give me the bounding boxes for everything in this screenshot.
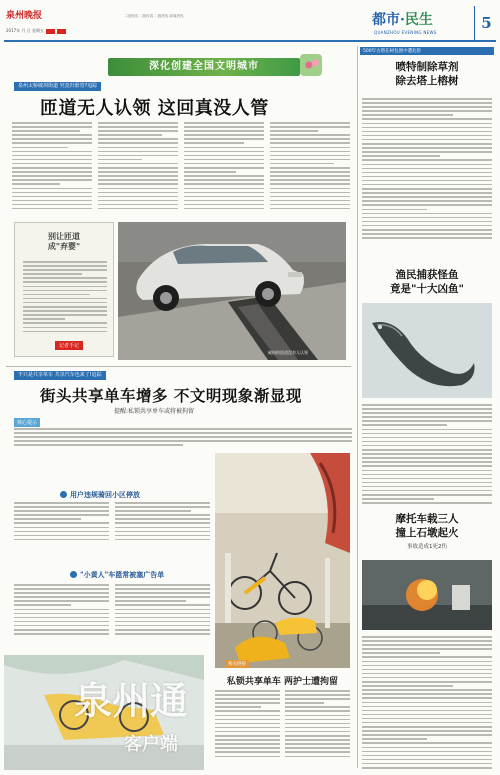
story2-intro xyxy=(14,428,352,448)
right-story2-body xyxy=(362,404,492,506)
right-story1-body xyxy=(362,98,492,241)
car-ramp-illustration xyxy=(118,222,346,360)
right-story3-body xyxy=(362,636,492,771)
section-title: 都市·民生 xyxy=(372,12,433,28)
story1-kicker: 泉州太桥破坝街道 究竟归谁管?追踪 xyxy=(14,82,101,91)
newspaper-logo: 泉州晚报 xyxy=(6,11,43,21)
story2-sub2: "小黄人"车篮常被塞广告单 xyxy=(70,570,164,580)
story3-kicker: 相关链接 xyxy=(225,660,249,668)
fish-photo xyxy=(362,303,492,398)
right-headline-1: 喷特制除草剂 除去塔上榕树 xyxy=(395,61,459,87)
right-headline-3-sub: 事故造成1死2伤 xyxy=(407,544,447,550)
shared-bike-illustration xyxy=(215,453,350,668)
car-photo-caption: 破损的匝道没有人认领 xyxy=(268,350,308,355)
section-divider xyxy=(6,366,351,367)
fish-illustration xyxy=(362,303,492,398)
commentary-tag: 记者手记 xyxy=(55,341,83,350)
story2-sub1: 用户违规骑回小区停放 xyxy=(60,490,140,500)
banner-flower-decoration xyxy=(300,54,322,76)
page-number: 5 xyxy=(474,6,498,40)
story3-column-1 xyxy=(215,690,280,760)
commentary-box xyxy=(14,222,114,357)
story2-subhead: 提醒:私锁共享单车或将被拘留 xyxy=(114,408,195,415)
promo-subtitle: 客户端 xyxy=(124,734,178,755)
story1-column-3 xyxy=(184,122,264,212)
story1-column-1 xyxy=(12,122,92,212)
story2-column-4 xyxy=(115,584,210,637)
right-headline-3: 摩托车载三人 撞上石墩起火 xyxy=(395,513,459,539)
story2-column-1 xyxy=(14,502,109,543)
right-kicker: 500年古塔在树包围中遭危险 xyxy=(360,47,494,55)
story2-column-3 xyxy=(14,584,109,637)
story3-column-2 xyxy=(285,690,350,760)
dateline: 2017年 月 日 星期五 xyxy=(6,28,67,34)
story2-kicker: 不只是共享单车 共享汽车也来了!追踪 xyxy=(14,371,106,380)
campaign-banner: 深化创建全国文明城市 xyxy=(108,58,300,76)
story2-column-2 xyxy=(115,502,210,543)
story1-column-2 xyxy=(98,122,178,212)
app-promo-image xyxy=(4,655,204,770)
story1-headline: 匝道无人认领 这回真没人管 xyxy=(40,98,269,119)
story1-column-4 xyxy=(270,122,350,212)
promo-title: 泉州通 xyxy=(74,678,189,723)
right-headline-2: 渔民捕获怪鱼 竟是"十大凶鱼" xyxy=(390,269,464,295)
commentary-title: 别让匝道 成"弃婴" xyxy=(47,231,81,251)
hotline-text: 二版热线 二版传真 二版热线 新闻热线 xyxy=(124,14,184,18)
masthead xyxy=(4,6,496,42)
core-tips-badge: 核心提示 xyxy=(14,418,40,427)
motorcycle-fire-illustration xyxy=(362,560,492,630)
section-english: QUANZHOU EVENING NEWS xyxy=(374,30,437,35)
motorcycle-fire-photo xyxy=(362,560,492,630)
story3-headline: 私锁共享单车 两护士遭拘留 xyxy=(226,677,339,687)
story2-headline: 街头共享单车增多 不文明现象渐显现 xyxy=(40,386,302,405)
shared-bike-photo xyxy=(215,453,350,668)
car-ramp-photo xyxy=(118,222,346,360)
